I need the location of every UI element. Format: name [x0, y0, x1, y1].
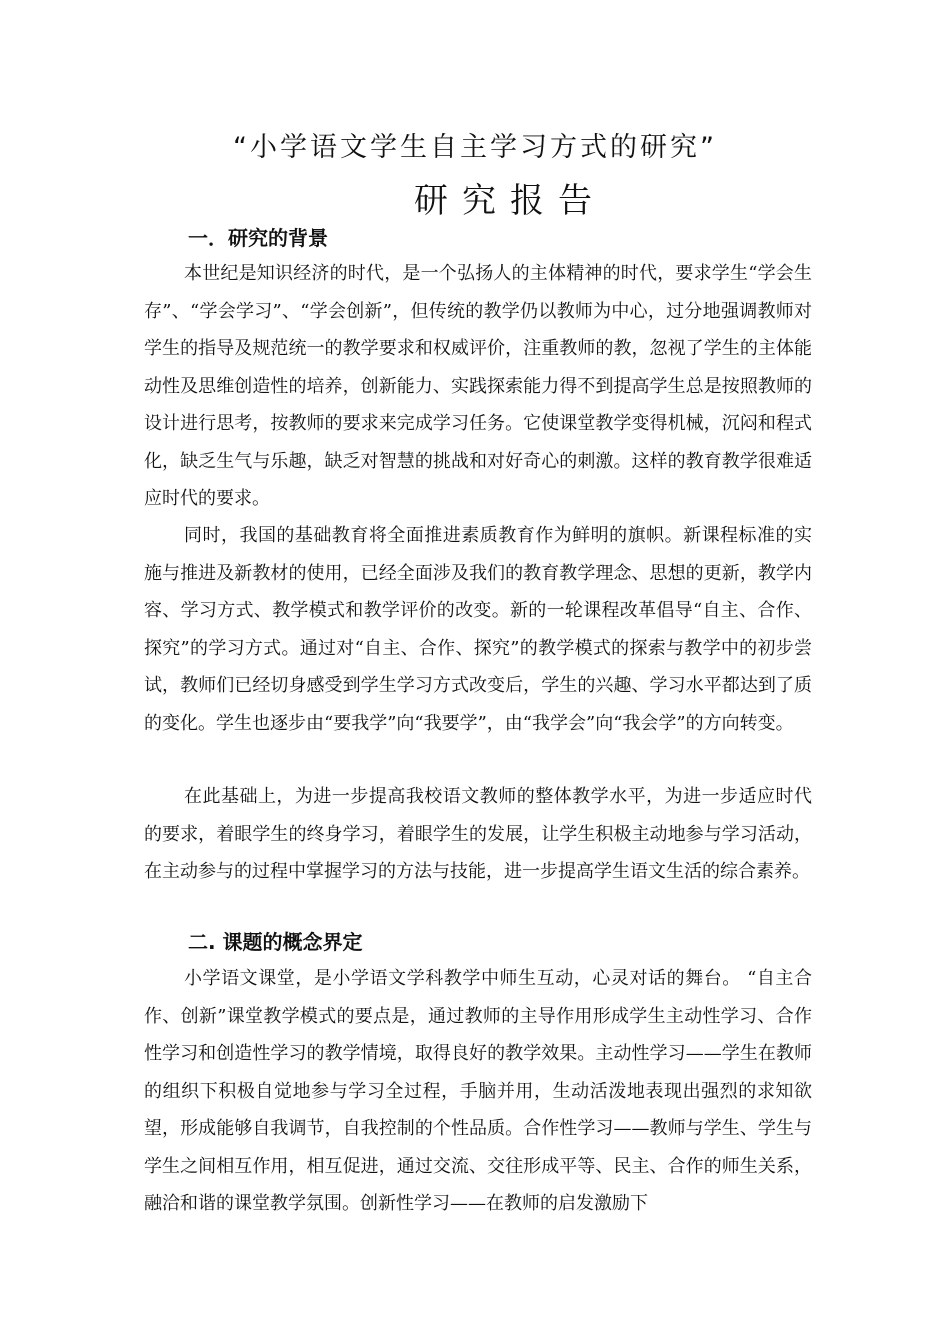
paragraph: 小学语文课堂，是小学语文学科教学中师生互动，心灵对话的舞台。 “自主合作、创新”课堂教学模式的要点是，通过教师的主导作用形成学生主动性学习、合作性学习和创造性学习的教学情境，取得良好的教学效果。主动性学习——学生在教师的组织下积极自觉地参与学习全过程，手脑并用，生动活泼地表现出强烈的求知欲望，形成能够自我调节，自我控制的个性品质。合作性学习——教师与学生、学生与学生之间相互作用，相互促进，通过交流、交往形成平等、民主、合作的师生关系，融洽和谐的课堂教学氛围。创新性学习——在教师的启发激励下: [144, 968, 812, 1214]
section-heading-concept: 二. 课题的概念界定: [188, 930, 363, 954]
document-title: “小学语文学生自主学习方式的研究”: [233, 132, 717, 163]
paragraph: 同时，我国的基础教育将全面推进素质教育作为鲜明的旗帜。新课程标准的实施与推进及新教材的使用，已经全面涉及我们的教育教学理念、思想的更新，教学内容、学习方式、教学模式和教学评价的改变。新的一轮课程改革倡导“自主、合作、探究”的学习方式。通过对“自主、合作、探究”的教学模式的探索与教学中的初步尝试，教师们已经切身感受到学生学习方式改变后，学生的兴趣、学习水平都达到了质的变化。学生也逐步由“要我学”向“我要学”，由“我学会”向“我会学”的方向转变。: [144, 525, 812, 734]
section-heading-background: 一．研究的背景: [188, 226, 328, 250]
document-subtitle: 研究报告: [414, 181, 606, 221]
paragraph: 本世纪是知识经济的时代，是一个弘扬人的主体精神的时代，要求学生“学会生存”、“学会学习”、“学会创新”，但传统的教学仍以教师为中心，过分地强调教师对学生的指导及规范统一的教学要求和权威评价，注重教师的教，忽视了学生的主体能动性及思维创造性的培养，创新能力、实践探索能力得不到提高学生总是按照教师的设计进行思考，按教师的要求来完成学习任务。它使课堂教学变得机械，沉闷和程式化，缺乏生气与乐趣，缺乏对智慧的挑战和对好奇心的刺激。这样的教育教学很难适应时代的要求。: [144, 263, 812, 509]
paragraph: 在此基础上，为进一步提高我校语文教师的整体教学水平，为进一步适应时代的要求，着眼学生的终身学习，着眼学生的发展，让学生积极主动地参与学习活动，在主动参与的过程中掌握学习的方法与技能，进一步提高学生语文生活的综合素养。: [144, 786, 812, 882]
